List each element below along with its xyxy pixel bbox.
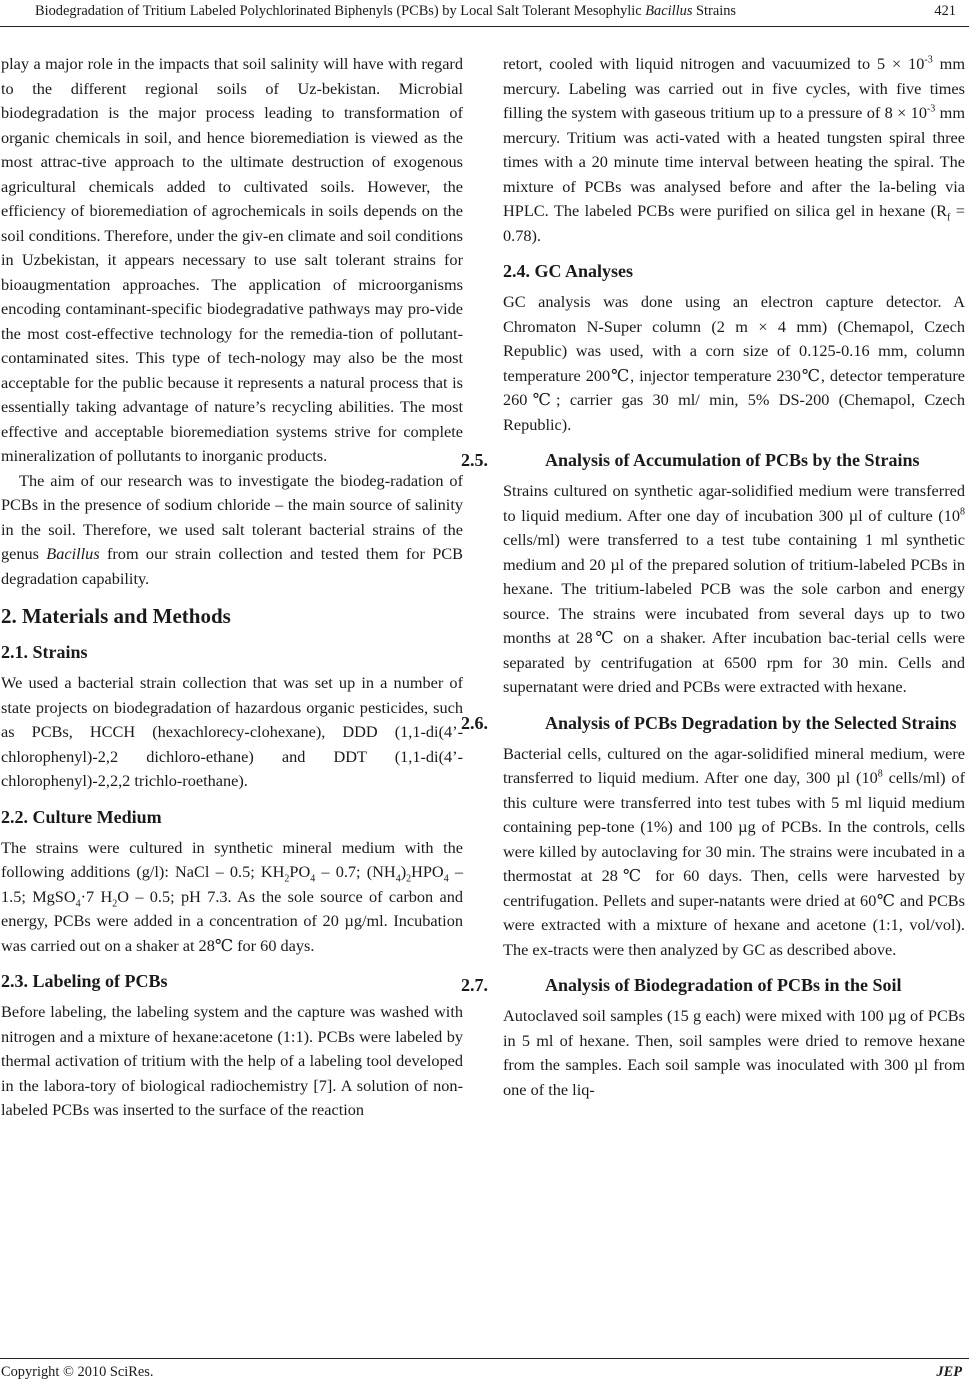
labeling-paragraph-continued bbox=[503, 52, 965, 248]
culture-medium-paragraph bbox=[1, 836, 463, 959]
subsection-title: Analysis of Accumulation of PCBs by the Strains bbox=[545, 450, 920, 470]
labeling-paragraph: Before labeling, the labeling system and the capture was washed with nitrogen and a mixture of hexane:acetone (1:1). PCBs were labeled by thermal activation of tritium with the help of a labeling tool developed in the labora-tory of biological radiochemistry [7]. A solution of non-labeled PCBs was inserted to the surface of the reaction bbox=[1, 1002, 463, 1119]
subsection-number: 2.6. bbox=[461, 712, 488, 733]
running-header bbox=[0, 0, 969, 24]
acc-text-a: Strains cultured on synthetic agar-solidified medium were transferred to liquid medium. After one day of incubation 300 µl of culture (10 bbox=[503, 481, 965, 525]
footer-divider bbox=[0, 1358, 969, 1359]
subsection-heading-strains: 2.1. Strains bbox=[1, 642, 88, 662]
subsection-number: 2.5. bbox=[461, 450, 488, 470]
cm-text-c: – 0.7; (NH bbox=[315, 862, 396, 881]
left-column bbox=[1, 52, 463, 1123]
aim-paragraph bbox=[1, 469, 463, 592]
lab-cont-d: = 0.78). bbox=[503, 201, 965, 245]
aim-text-end: from our strain collection and tested them for PCB degradation capability. bbox=[1, 544, 463, 588]
acc-sup: 8 bbox=[960, 506, 965, 518]
deg-text-b: cells/ml) of this culture were transferred into test tubes with 5 ml liquid medium containing pep-tone (1%) and 100 µg of PCBs. In the controls, cells were killed by autoclaving for 30 min. The strains were incubated in a thermostat at 28℃ for 60 days. Then, cells were harvested by centrifugation. Pellets and super-natants were dried at 60℃ and PCBs were extracted with a mixture of hexane and acetone (1:1, vol/vol). The ex-tracts were then analyzed by GC as described above. bbox=[503, 768, 965, 959]
lab-cont-sub: f bbox=[946, 212, 951, 224]
deg-sup: 8 bbox=[877, 768, 883, 780]
cm-text-d: ) bbox=[400, 862, 407, 881]
cm-sub-2: 4 bbox=[310, 873, 316, 885]
copyright-notice: Copyright © 2010 SciRes. bbox=[1, 1364, 154, 1380]
subsection-heading-accumulation bbox=[461, 447, 965, 473]
accumulation-paragraph bbox=[503, 479, 965, 700]
header-divider bbox=[0, 26, 969, 27]
cm-text-g: ·7 H bbox=[80, 886, 113, 906]
journal-abbreviation: JEP bbox=[936, 1364, 962, 1380]
cm-sub-4: 2 bbox=[406, 873, 412, 885]
lab-cont-c: mm mercury. Tritium was acti-vated with a heated tungsten spiral three times with a 20 minute time interval between heating the spiral. The mixture of PCBs was analysed before and after the la-beling via HPLC. The labeled PCBs were purified on silica gel in hexane (R bbox=[503, 103, 965, 220]
cm-sub-1: 2 bbox=[284, 873, 290, 885]
subsection-title: Analysis of Biodegradation of PCBs in the Soil bbox=[545, 975, 902, 995]
subsection-heading-degradation bbox=[461, 710, 965, 736]
running-title-suffix: Strains bbox=[692, 3, 737, 19]
running-title-genus: Bacillus bbox=[645, 3, 693, 19]
degradation-paragraph bbox=[503, 742, 965, 963]
aim-text: The aim of our research was to investigate the biodeg-radation of PCBs in the presence of sodium chloride – the main source of salinity in the soil. Therefore, we used salt tolerant bacterial strains of the genus bbox=[1, 470, 463, 563]
lab-cont-sup-2: -3 bbox=[926, 103, 936, 115]
cm-text-b: PO bbox=[289, 862, 311, 881]
soil-paragraph: Autoclaved soil samples (15 g each) were mixed with 100 µg of PCBs in 5 ml of hexane. Then, soil samples were dried to remove hexane from the samples. Each soil sample was inoculated with 300 µl from one of the liq- bbox=[503, 1006, 965, 1099]
page-number: 421 bbox=[934, 3, 956, 19]
aim-genus: Bacillus bbox=[46, 544, 100, 563]
cm-sub-5: 4 bbox=[443, 873, 449, 885]
subsection-heading-soil bbox=[461, 972, 965, 998]
running-title-text: Biodegradation of Tritium Labeled Polychlorinated Biphenyls (PCBs) by Local Salt Tolerant Mesophylic bbox=[35, 3, 646, 19]
section-heading-materials-methods: 2. Materials and Methods bbox=[1, 604, 231, 628]
cm-sub-3: 4 bbox=[395, 873, 401, 885]
subsection-heading-culture-medium: 2.2. Culture Medium bbox=[1, 806, 162, 827]
cm-text-e: HPO bbox=[411, 862, 444, 881]
subsection-title: Analysis of PCBs Degradation by the Selected Strains bbox=[545, 712, 957, 733]
cm-text-h: O – 0.5; pH 7.3. As the sole source of carbon and energy, PCBs were added in a concentration of 20 µg/ml. Incubation was carried out on a shaker at 28℃ for 60 days. bbox=[1, 886, 463, 955]
subsection-heading-labeling: 2.3. Labeling of PCBs bbox=[1, 971, 168, 991]
cm-sub-6: 4 bbox=[75, 897, 81, 909]
running-title bbox=[35, 0, 923, 22]
lab-cont-sup-1: -3 bbox=[924, 54, 933, 66]
subsection-number: 2.7. bbox=[461, 975, 488, 995]
right-column bbox=[461, 52, 965, 1102]
cm-text-f: – 1.5; MgSO bbox=[1, 862, 463, 906]
strains-paragraph: We used a bacterial strain collection that was set up in a number of state projects on biodegradation of hazardous organic pesticides, such as PCBs, HCCH (hexachlorecy-clohexane), DDD (1,1-di(4’-chlorophenyl)-2,2 dichloro-ethane) and DDT (1,1-di(4’-chlorophenyl)-2,2,2 trichlo-roethane). bbox=[1, 673, 463, 790]
intro-paragraph-continued: play a major role in the impacts that soil salinity will have with regard to the different regional soils of Uz-bekistan. Microbial biodegradation is the major process leading to transformation of organic chemicals in soil, and hence bioremediation is viewed as the most attrac-tive approach to the ultimate destruction of exogenous agricultural chemicals added to cultivated soils. However, the efficiency of bioremediation of agrochemicals in soils depends on the soil conditions. Therefore, under the giv-en climate and soil conditions in Uzbekistan, it appears necessary to use salt tolerant strains for bioaugmentation approaches. The application of microorganisms encoding contaminant-specific biodegradative pathways may pro-vide the most cost-effective technology for the remedia-tion of pollutant-contaminated sites. This type of tech-nology may also be the most acceptable for the public because it represents a natural process that is essentially taking advantage of nature’s recycling abilities. The most effective and acceptable bioremediation systems strive for complete mineralization of pollutants to inorganic products. bbox=[1, 54, 463, 465]
cm-text-a: The strains were cultured in synthetic mineral medium with the following additions (g/l): NaCl – 0.5; KH bbox=[1, 837, 463, 881]
cm-sub-7: 2 bbox=[112, 897, 118, 909]
page-footer bbox=[0, 1362, 969, 1384]
subsection-heading-gc-analyses: 2.4. GC Analyses bbox=[503, 261, 634, 281]
gc-analyses-paragraph: GC analysis was done using an electron capture detector. A Chromaton N-Super column (2 m × 4 mm) (Chemapol, Czech Republic) was used, with a corn size of 0.125-0.16 mm, column temperature 200℃, injector temperature 230℃, detector temperature 260℃; carrier gas 30 ml/ min, 5% DS-200 (Chemapol, Czech Republic). bbox=[503, 292, 965, 434]
lab-cont-a: retort, cooled with liquid nitrogen and vacuumized to 5 × 10 bbox=[503, 54, 925, 73]
lab-cont-b: mm mercury. Labeling was carried out in five cycles, with five times filling the system with gaseous tritium up to a pressure of 8 × 10 bbox=[503, 54, 965, 122]
acc-text-b: cells/ml) were transferred to a test tube containing 1 ml synthetic medium and 20 µl of the prepared solution of tritium-labeled PCBs in hexane. The tritium-labeled PCB was the sole carbon and energy source. The strains were incubated from several days up to two months at 28℃ on a shaker. After incubation bac-terial cells were separated by centrifugation at 6500 rpm for 30 min. Cells and supernatant were dried and PCBs were extracted with hexane. bbox=[503, 530, 965, 696]
deg-text-a: Bacterial cells, cultured on the agar-solidified mineral medium, were transferred to liquid medium. After one day, 300 µl (10 bbox=[503, 743, 965, 787]
